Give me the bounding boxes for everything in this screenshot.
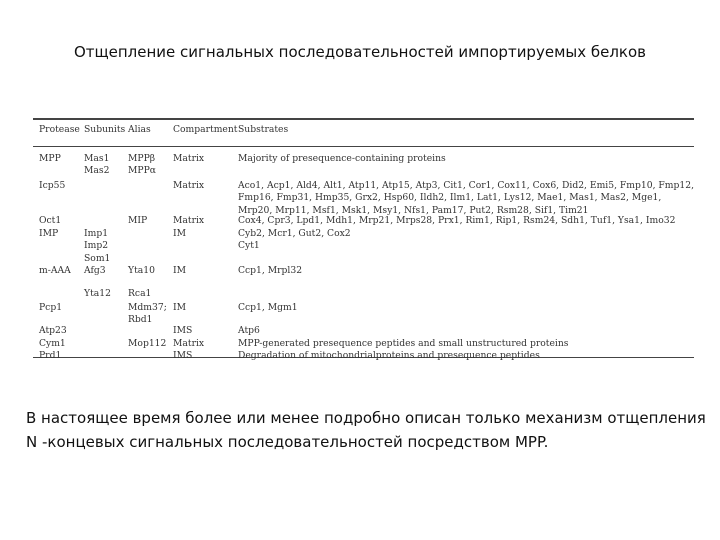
cell-substrates: Majority of presequence-containing proteins (238, 153, 446, 164)
cell-protease: Pcp1 (39, 302, 63, 313)
cell-compartment: IM (173, 302, 187, 313)
cell-subunits: Yta12 (84, 288, 111, 299)
cell-substrates: MPP-generated presequence peptides and small unstructured proteins (238, 338, 569, 349)
cell-subunits: Mas1 Mas2 (84, 153, 110, 177)
cell-alias: MIP (128, 215, 148, 226)
header-subunits: Subunits (84, 124, 126, 135)
header-alias: Alias (128, 124, 151, 135)
slide-title: Отщепление сигнальных последовательностей импортируемых белков (73, 43, 647, 61)
header-substrates: Substrates (238, 124, 289, 135)
cell-compartment: IMS (173, 350, 193, 361)
cell-alias: Rca1 (128, 288, 152, 299)
cell-substrates: Ccp1, Mrpl32 (238, 265, 303, 276)
cell-alias: Mdm37; Rbd1 (128, 302, 167, 326)
protease-table (33, 118, 695, 361)
cell-substrates: Cox4, Cpr3, Lpd1, Mdh1, Mrp21, Mrps28, Prx1, Rim1, Rip1, Rsm24, Sdh1, Tuf1, Ysa1, Imo32 (238, 215, 676, 226)
cell-substrates: Degradation of mitochondrialproteins and presequence peptides (238, 350, 540, 361)
cell-substrates: Ccp1, Mgm1 (238, 302, 298, 313)
cell-alias: Mop112 (128, 338, 167, 349)
cell-substrates: Aco1, Acp1, Ald4, Alt1, Atp11, Atp15, Atp3, Cit1, Cor1, Cox11, Cox6, Did2, Emi5, Fmp10, Fmp12, Fmp16, Fmp31, Hmp35, Grx2, Hsp60, Ildh2, Ilm1, Lat1, Lys12, Mae1, Mas1, Mas2, Mge1, Mrp20, Mrp11, Msf1, Msk1, Msy1, Nfs1, Pam17, Put2, Rsm28, Sif1, Tim21 (238, 180, 695, 216)
cell-subunits: Imp1 Imp2 Som1 (84, 228, 111, 264)
cell-protease: Cym1 (39, 338, 66, 349)
cell-substrates: Cyb2, Mcr1, Gut2, Cox2 Cyt1 (238, 228, 351, 252)
cell-alias: Yta10 (128, 265, 155, 276)
cell-alias: MPPβ MPPα (128, 153, 156, 177)
table-header-rule (33, 146, 694, 147)
cell-compartment: IM (173, 265, 187, 276)
cell-compartment: Matrix (173, 338, 205, 349)
cell-subunits: Afg3 (84, 265, 106, 276)
cell-compartment: IM (173, 228, 187, 239)
cell-compartment: IMS (173, 325, 193, 336)
cell-protease: Oct1 (39, 215, 62, 226)
cell-protease: Atp23 (39, 325, 67, 336)
cell-protease: Prd1 (39, 350, 62, 361)
cell-substrates: Atp6 (238, 325, 260, 336)
cell-compartment: Matrix (173, 153, 205, 164)
cell-protease: MPP (39, 153, 61, 164)
cell-compartment: Matrix (173, 215, 205, 226)
cell-compartment: Matrix (173, 180, 205, 191)
table-top-rule (33, 118, 694, 120)
slide-body-text: В настоящее время более или менее подробно описан только механизм отщепления N -концевых сигнальных последовательностей посредством MPP. (26, 409, 706, 451)
cell-protease: IMP (39, 228, 59, 239)
header-protease: Protease (39, 124, 80, 135)
cell-protease: Icp55 (39, 180, 66, 191)
header-compartment: Compartment (173, 124, 238, 135)
cell-protease: m-AAA (39, 265, 71, 276)
